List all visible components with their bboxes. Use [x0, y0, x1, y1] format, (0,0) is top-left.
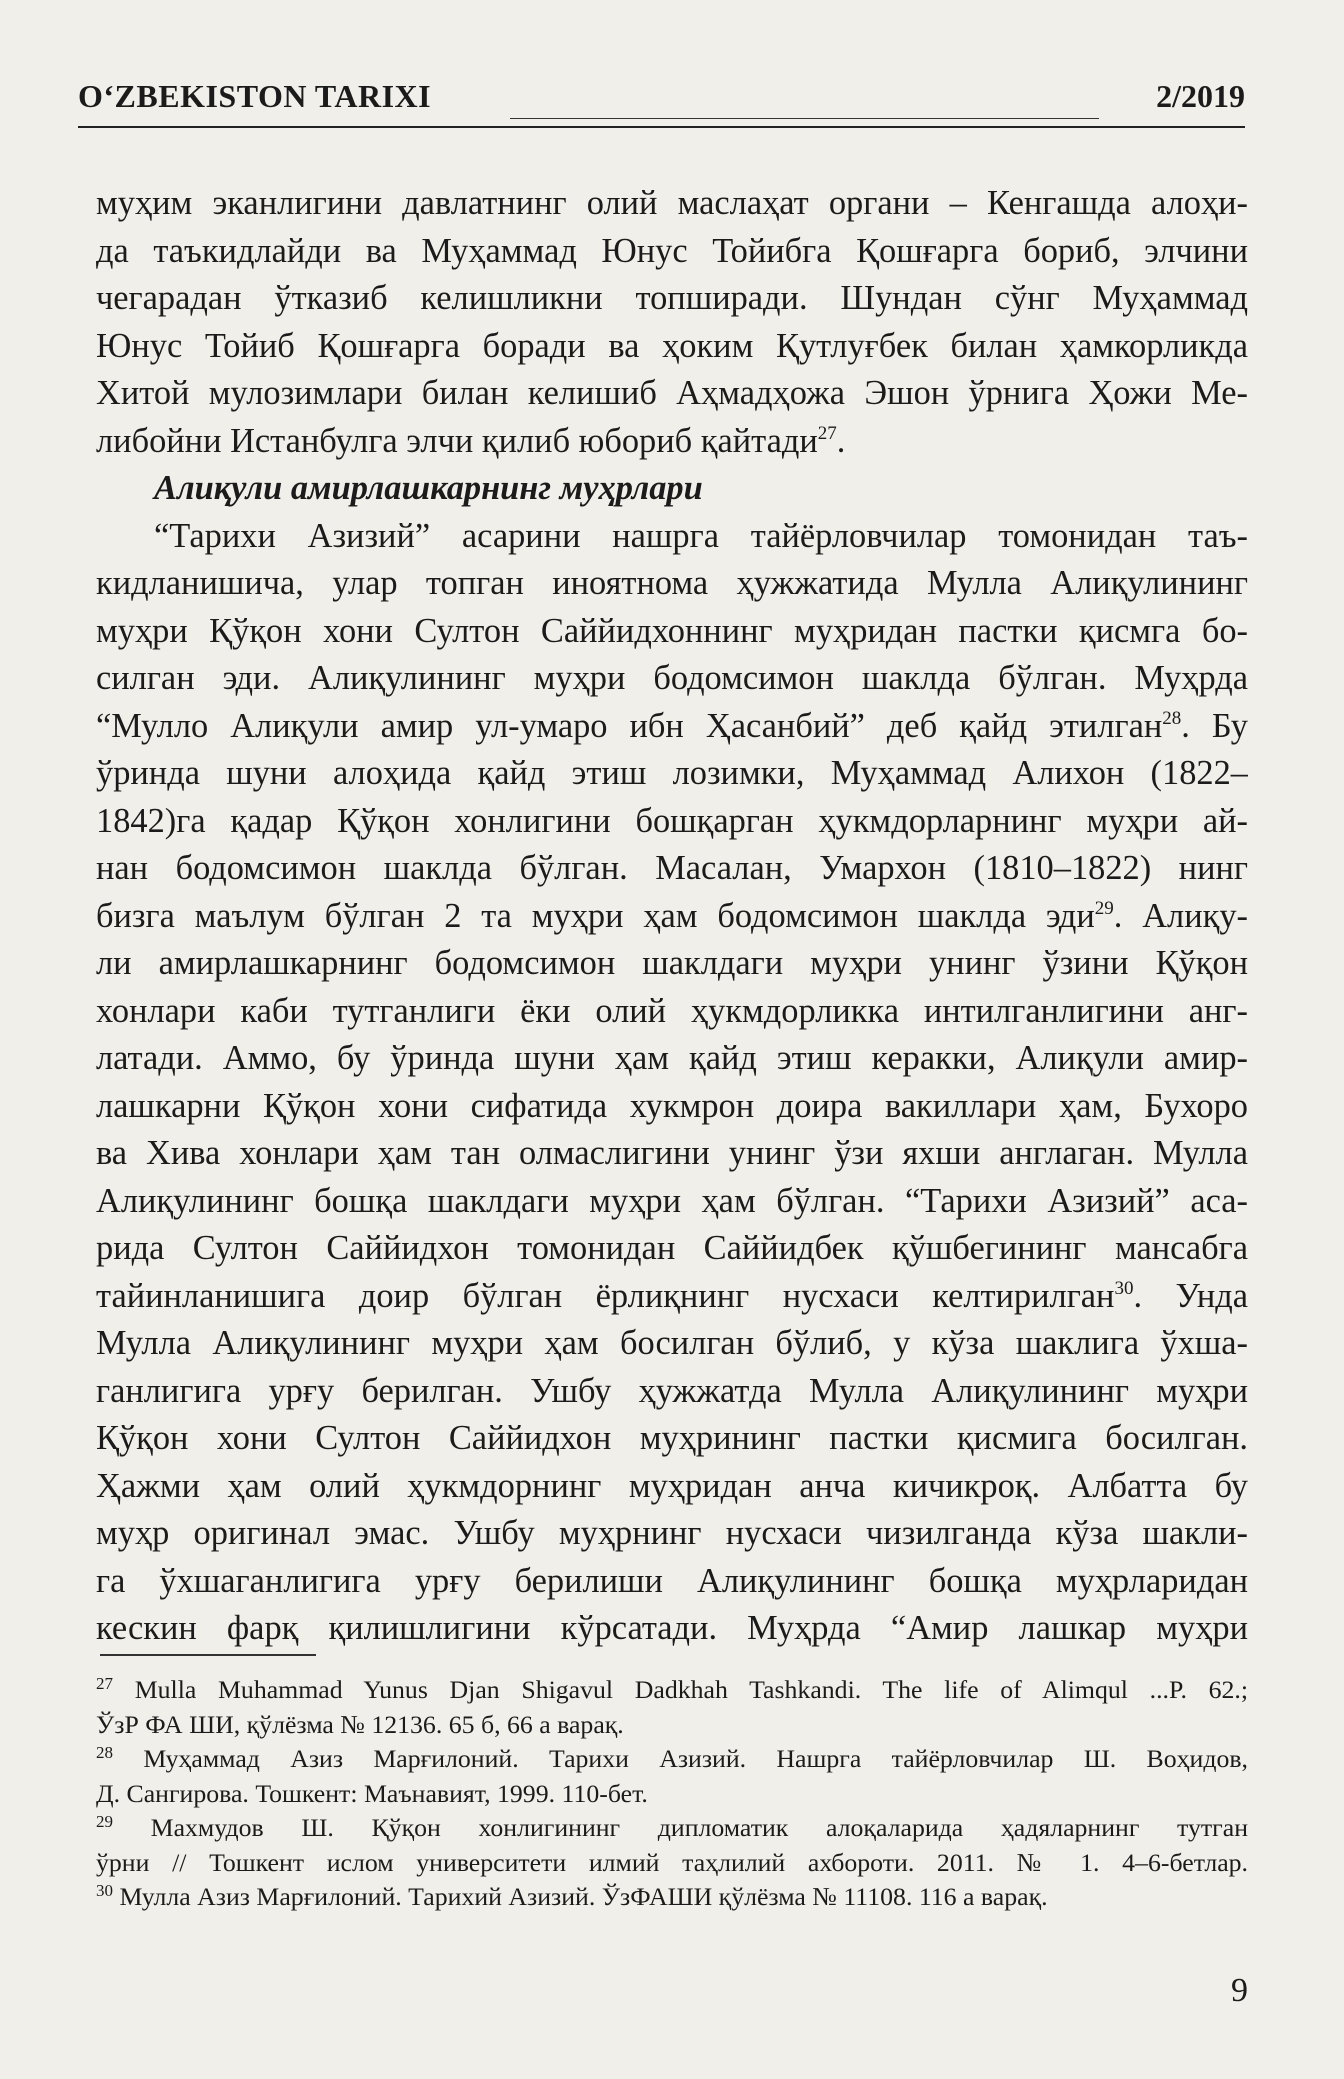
header-rule	[510, 118, 1099, 119]
journal-title: O‘ZBEKISTON TARIXI	[78, 78, 432, 114]
text-line: “Тарихи Азизий” асарини нашрга тайёрловчилар томонидан таъ-	[154, 516, 1248, 555]
footnote-line	[96, 1811, 1248, 1846]
text-line: ўринда шуни алоҳида қайд этиш лозимки, Муҳаммад Алихон (1822–	[96, 754, 1248, 792]
text-line: ли амирлашкарнинг бодомсимон шаклдаги муҳри унинг ўзини Қўқон	[96, 944, 1248, 982]
footnote-text: Муҳаммад Азиз Марғилоний. Тарихи Азизий. Нашрга тайёрловчилар Ш. Воҳидов,	[143, 1744, 1248, 1773]
running-header	[78, 70, 1245, 128]
text-line: кидланишича, улар топган иноятнома ҳужжатида Мулла Алиқулининг	[96, 564, 1248, 602]
text-line: муҳр оригинал эмас. Ушбу муҳрнинг нусхаси чизилганда кўза шакли-	[96, 1514, 1248, 1552]
footnote-ref: 27	[817, 422, 837, 444]
text-run: тайинланишига доир бўлган ёрлиқнинг нусхаси келтирилган	[96, 1276, 1115, 1315]
text-line: га ўхшаганлигига урғу берилиши Алиқулининг бошқа муҳрларидан	[96, 1561, 1248, 1600]
text-line: лашкарни Қўқон хони сифатида хукмрон доира вакиллари ҳам, Бухоро	[96, 1086, 1248, 1125]
text-line: Хитой мулозимлари билан келишиб Аҳмадҳожа Эшон ўрнига Ҳожи Ме-	[96, 374, 1248, 412]
body-text	[96, 180, 1248, 1653]
text-line	[96, 893, 1248, 941]
section-heading: Алиқули амирлашкарнинг муҳрлари	[154, 469, 703, 507]
issue-number: 2/2019	[1156, 78, 1245, 114]
text-line: Ҳажми ҳам олий ҳукмдорнинг муҳридан анча кичикроқ. Албатта бу	[96, 1466, 1248, 1505]
text-run: .	[836, 421, 846, 460]
text-line: рида Султон Саййидхон томонидан Саййидбек қўшбегининг мансабга	[96, 1229, 1248, 1267]
footnote-ref: 30	[1114, 1277, 1134, 1299]
footnote-ref: 29	[1094, 897, 1114, 919]
text-run: . Унда	[1133, 1276, 1248, 1315]
footnote-separator	[100, 1654, 316, 1656]
text-line	[96, 418, 1248, 466]
text-line: муҳим эканлигини давлатнинг олий маслаҳат органи – Кенгашда алоҳи-	[96, 184, 1248, 222]
text-run: . Алиқу-	[1113, 896, 1248, 935]
footnote-text: Мулла Азиз Марғилоний. Тарихий Азизий. ЎзФАШИ қўлёзма № 11108. 116 а варақ.	[119, 1882, 1048, 1911]
text-line: Алиқулининг бошқа шаклдаги муҳри ҳам бўлган. “Тарихи Азизий” аса-	[96, 1181, 1248, 1220]
page-number: 9	[1231, 1972, 1248, 2009]
text-run: “Мулло Алиқули амир ул-умаро ибн Ҳасанбий” деб қайд этилган	[96, 706, 1163, 745]
footnote-line	[96, 1673, 1248, 1708]
footnote-number: 30	[96, 1881, 113, 1900]
footnote-ref: 28	[1162, 707, 1182, 729]
text-line	[96, 703, 1248, 751]
footnote-line	[96, 1742, 1248, 1777]
text-line: нан бодомсимон шаклда бўлган. Масалан, Умархон (1810–1822) нинг	[96, 849, 1248, 887]
text-line: чегарадан ўтказиб келишликни топширади. Шундан сўнг Муҳаммад	[96, 279, 1248, 317]
footnote-text: Mulla Muhammad Yunus Djan Shigavul Dadkhah Tashkandi. The life of Alimqul ...P. 62.;	[134, 1675, 1248, 1704]
text-line: кескин фарқ қилишлигини кўрсатади. Муҳрда “Амир лашкар муҳри	[96, 1609, 1248, 1647]
text-line: ганлигига урғу берилган. Ушбу ҳужжатда Мулла Алиқулининг муҳри	[96, 1371, 1248, 1410]
text-line: хонлари каби тутганлиги ёки олий ҳукмдорликка интилганлигини анг-	[96, 991, 1248, 1030]
text-line: Мулла Алиқулининг муҳри ҳам босилган бўлиб, у кўза шаклига ўхша-	[96, 1324, 1248, 1362]
footnote-number: 27	[96, 1674, 113, 1693]
text-run: бизга маълум бўлган 2 та муҳри ҳам бодомсимон шаклда эди	[96, 896, 1095, 935]
footnote-number: 29	[96, 1812, 113, 1831]
text-line: муҳри Қўқон хони Султон Саййидхоннинг муҳридан пастки қисмга бо-	[96, 611, 1248, 650]
footnote-line	[96, 1880, 1248, 1915]
text-run: либойни Истанбулга элчи қилиб юбориб қайтади	[96, 421, 818, 460]
text-run: . Бу	[1181, 706, 1248, 745]
footnote-line: ЎзР ФА ШИ, қўлёзма № 12136. 65 б, 66 а варақ.	[96, 1709, 624, 1739]
footnote-number: 28	[96, 1743, 113, 1762]
text-line: силган эди. Алиқулининг муҳри бодомсимон шаклда бўлган. Муҳрда	[96, 659, 1248, 697]
footnote-line: Д. Сангирова. Тошкент: Маънавият, 1999. 110-бет.	[96, 1778, 648, 1808]
text-line	[96, 1273, 1248, 1321]
footnote-text: Махмудов Ш. Қўқон хонлигининг дипломатик алоқаларида ҳадяларнинг тутган	[150, 1813, 1248, 1842]
text-line: ва Хива хонлари ҳам тан олмаслигини унинг ўзи яхши англаган. Мулла	[96, 1134, 1248, 1172]
text-line: Юнус Тойиб Қошғарга боради ва ҳоким Қутлуғбек билан ҳамкорликда	[96, 326, 1248, 365]
text-line: Қўқон хони Султон Саййидхон муҳрининг пастки қисмига босилган.	[96, 1419, 1248, 1457]
text-line: латади. Аммо, бу ўринда шуни ҳам қайд этиш керакки, Алиқули амир-	[96, 1039, 1248, 1077]
text-line: да таъкидлайди ва Муҳаммад Юнус Тойибга Қошғарга бориб, элчини	[96, 231, 1248, 270]
footnotes	[96, 1673, 1248, 1915]
footnote-line: ўрни // Тошкент ислом университети илмий таҳлилий ахбороти. 2011. № 1. 4–6-бетлар.	[96, 1847, 1248, 1877]
text-line: 1842)га қадар Қўқон хонлигини бошқарган ҳукмдорларнинг муҳри ай-	[96, 801, 1248, 840]
